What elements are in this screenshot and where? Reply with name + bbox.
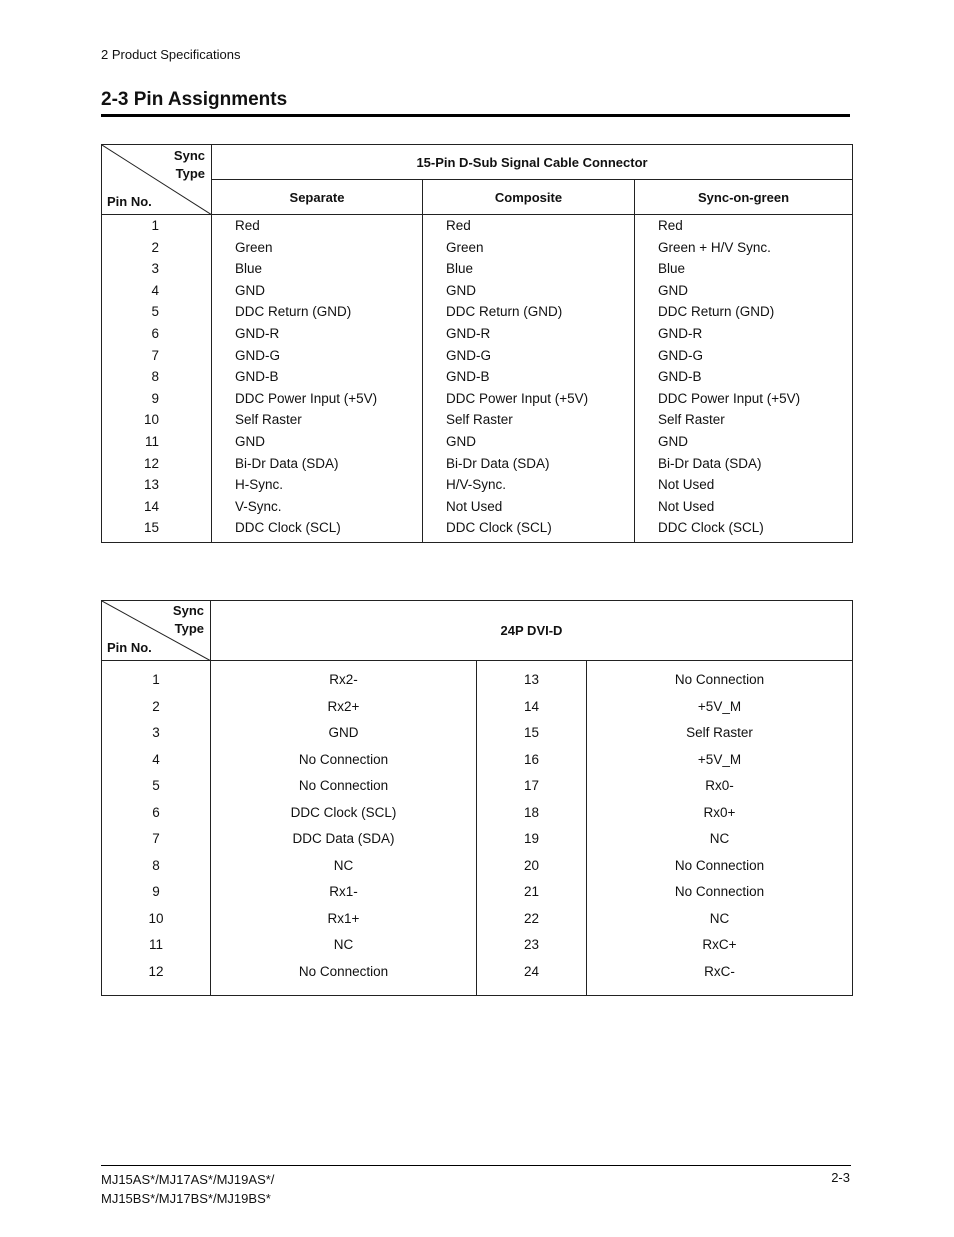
pin-number: 4: [152, 751, 160, 767]
pin-number: 9: [152, 884, 160, 899]
pin-number: 12: [143, 455, 159, 471]
pin-number: 2: [151, 239, 159, 255]
pin-number: 10: [143, 412, 159, 428]
pin-number: 6: [151, 325, 159, 341]
pin-number: 24: [523, 963, 540, 979]
signal-cell: H-Sync.: [235, 477, 284, 493]
pin-number: 7: [151, 347, 159, 363]
signal-cell: DDC Power Input (+5V): [446, 390, 589, 406]
signal-cell: GND: [328, 725, 359, 740]
pin-number: 17: [523, 778, 540, 793]
signal-cell: GND: [658, 282, 688, 298]
signal-cell: Green: [446, 239, 484, 255]
sync-label: Sync: [173, 148, 205, 163]
signal-cell: No Connection: [298, 751, 389, 767]
connector-header: 15-Pin D-Sub Signal Cable Connector: [212, 145, 853, 180]
signal-cell: Self Raster: [658, 412, 725, 428]
pin-number: 21: [523, 884, 540, 899]
corner-header-cell: [102, 145, 212, 215]
pin-number: 14: [143, 498, 159, 514]
signal-cell: Green: [235, 239, 273, 255]
pin-number: 1: [152, 672, 160, 687]
corner-header-cell: [102, 601, 211, 661]
models-line-2: MJ15BS*/MJ17BS*/MJ19BS*: [101, 1191, 271, 1206]
signal-cell: Blue: [446, 261, 474, 277]
signal-cell: GND-B: [235, 369, 279, 385]
signal-cell: No Connection: [674, 672, 765, 687]
page-title: 2-3 Pin Assignments: [101, 89, 288, 110]
sync-on-green-column: [635, 215, 853, 543]
signal-cell: GND: [235, 282, 265, 298]
composite-column: [423, 215, 635, 543]
signal-cell: Rx1+: [327, 910, 360, 926]
pin-number: 13: [523, 672, 540, 687]
pin-number: 11: [144, 433, 159, 449]
pin-number: 22: [523, 910, 540, 926]
signal-cell: Blue: [235, 261, 263, 277]
signal-cell: Rx0+: [703, 804, 736, 820]
signal-cell: DDC Return (GND): [658, 304, 775, 320]
signal-cell: No Connection: [674, 857, 765, 873]
col-header-sync-on-green: Sync-on-green: [635, 180, 853, 215]
sync-type-label: [173, 602, 204, 638]
signal-cell: +5V_M: [697, 698, 742, 714]
signal-cell: NC: [709, 910, 730, 926]
col-header-separate: Separate: [212, 180, 423, 215]
pin-number: 8: [152, 857, 160, 873]
pin-number: 20: [523, 857, 540, 873]
signal-cell: DDC Clock (SCL): [290, 804, 397, 820]
signal-cell: DDC Return (GND): [235, 304, 352, 320]
pin-number: 15: [523, 725, 540, 740]
pin-number: 16: [523, 751, 540, 767]
pin-number: 1: [151, 218, 159, 233]
signal-cell: GND-G: [658, 347, 703, 363]
pin-number: 3: [152, 725, 160, 740]
signal-cell: No Connection: [674, 884, 765, 899]
col-header-composite: Composite: [423, 180, 635, 215]
signal-cell: DDC Clock (SCL): [446, 520, 552, 536]
signal-cell: DDC Clock (SCL): [235, 520, 341, 536]
footer-models: [101, 1170, 274, 1208]
page-number: 2-3: [831, 1170, 850, 1185]
signal-column-a: [211, 661, 477, 996]
signal-cell: Blue: [658, 261, 686, 277]
signal-cell: Bi-Dr Data (SDA): [235, 455, 339, 471]
pin-number-column-b: [477, 661, 587, 996]
dsub-pin-table: [101, 144, 853, 543]
signal-column-b: [587, 661, 853, 996]
signal-cell: Rx2-: [329, 672, 358, 687]
signal-cell: GND: [446, 282, 476, 298]
title-rule: [101, 114, 850, 117]
signal-cell: RxC+: [702, 937, 737, 952]
pin-number: 7: [152, 831, 160, 846]
signal-cell: Red: [446, 218, 471, 233]
signal-cell: GND-G: [446, 347, 491, 363]
signal-cell: GND-B: [658, 369, 702, 385]
pin-number: 23: [523, 937, 540, 952]
pin-number: 2: [152, 698, 160, 714]
signal-cell: DDC Data (SDA): [292, 831, 395, 846]
signal-cell: RxC-: [704, 963, 735, 979]
pin-number: 4: [151, 282, 159, 298]
signal-cell: NC: [333, 937, 354, 952]
type-label: Type: [174, 621, 204, 636]
connector-header: 24P DVI-D: [211, 601, 853, 661]
pin-number-column: [102, 215, 212, 543]
models-line-1: MJ15AS*/MJ17AS*/MJ19AS*/: [101, 1172, 275, 1187]
signal-cell: NC: [333, 857, 354, 873]
sync-label: Sync: [172, 603, 204, 618]
section-header: 2 Product Specifications: [101, 47, 241, 62]
signal-cell: DDC Power Input (+5V): [658, 390, 801, 406]
signal-cell: GND-R: [235, 325, 280, 341]
pin-number: 5: [152, 778, 160, 793]
signal-cell: DDC Power Input (+5V): [235, 390, 378, 406]
pin-number: 9: [151, 390, 159, 406]
pin-no-label: Pin No.: [107, 640, 152, 655]
pin-number: 6: [152, 804, 160, 820]
signal-cell: Not Used: [658, 477, 715, 493]
signal-cell: Bi-Dr Data (SDA): [446, 455, 550, 471]
separate-column: [212, 215, 423, 543]
type-label: Type: [175, 166, 205, 181]
signal-cell: Self Raster: [686, 725, 753, 740]
signal-cell: GND: [446, 433, 476, 449]
footer-rule: [101, 1165, 851, 1166]
signal-cell: GND: [235, 433, 265, 449]
signal-cell: NC: [709, 831, 730, 846]
signal-cell: Self Raster: [235, 412, 302, 428]
pin-number: 10: [148, 910, 164, 926]
signal-cell: GND-R: [658, 325, 703, 341]
pin-number: 3: [151, 261, 159, 277]
signal-cell: Self Raster: [446, 412, 513, 428]
signal-cell: +5V_M: [697, 751, 742, 767]
signal-cell: Not Used: [446, 498, 503, 514]
signal-cell: GND-R: [446, 325, 491, 341]
dvi-pin-table: [101, 600, 853, 996]
pin-number: 15: [143, 520, 159, 536]
signal-cell: H/V-Sync.: [446, 477, 507, 493]
signal-cell: GND: [658, 433, 688, 449]
pin-number: 12: [148, 963, 164, 979]
signal-cell: Not Used: [658, 498, 715, 514]
signal-cell: No Connection: [298, 778, 389, 793]
sync-type-label: [174, 147, 205, 183]
pin-number: 8: [151, 369, 159, 385]
pin-number: 18: [523, 804, 540, 820]
signal-cell: Rx0-: [705, 778, 734, 793]
signal-cell: GND-B: [446, 369, 490, 385]
signal-cell: Red: [235, 218, 260, 233]
signal-cell: Rx1-: [329, 884, 358, 899]
signal-cell: Bi-Dr Data (SDA): [658, 455, 762, 471]
signal-cell: No Connection: [298, 963, 389, 979]
pin-number: 11: [148, 937, 163, 952]
pin-number: 14: [523, 698, 540, 714]
signal-cell: V-Sync.: [235, 498, 282, 514]
pin-number: 5: [151, 304, 159, 320]
pin-number-column-a: [102, 661, 211, 996]
pin-number: 13: [143, 477, 159, 493]
signal-cell: Rx2+: [327, 698, 360, 714]
signal-cell: DDC Clock (SCL): [658, 520, 764, 536]
signal-cell: DDC Return (GND): [446, 304, 563, 320]
pin-no-label: Pin No.: [107, 194, 152, 209]
signal-cell: GND-G: [235, 347, 280, 363]
signal-cell: Green + H/V Sync.: [658, 239, 771, 255]
pin-number: 19: [523, 831, 540, 846]
signal-cell: Red: [658, 218, 683, 233]
